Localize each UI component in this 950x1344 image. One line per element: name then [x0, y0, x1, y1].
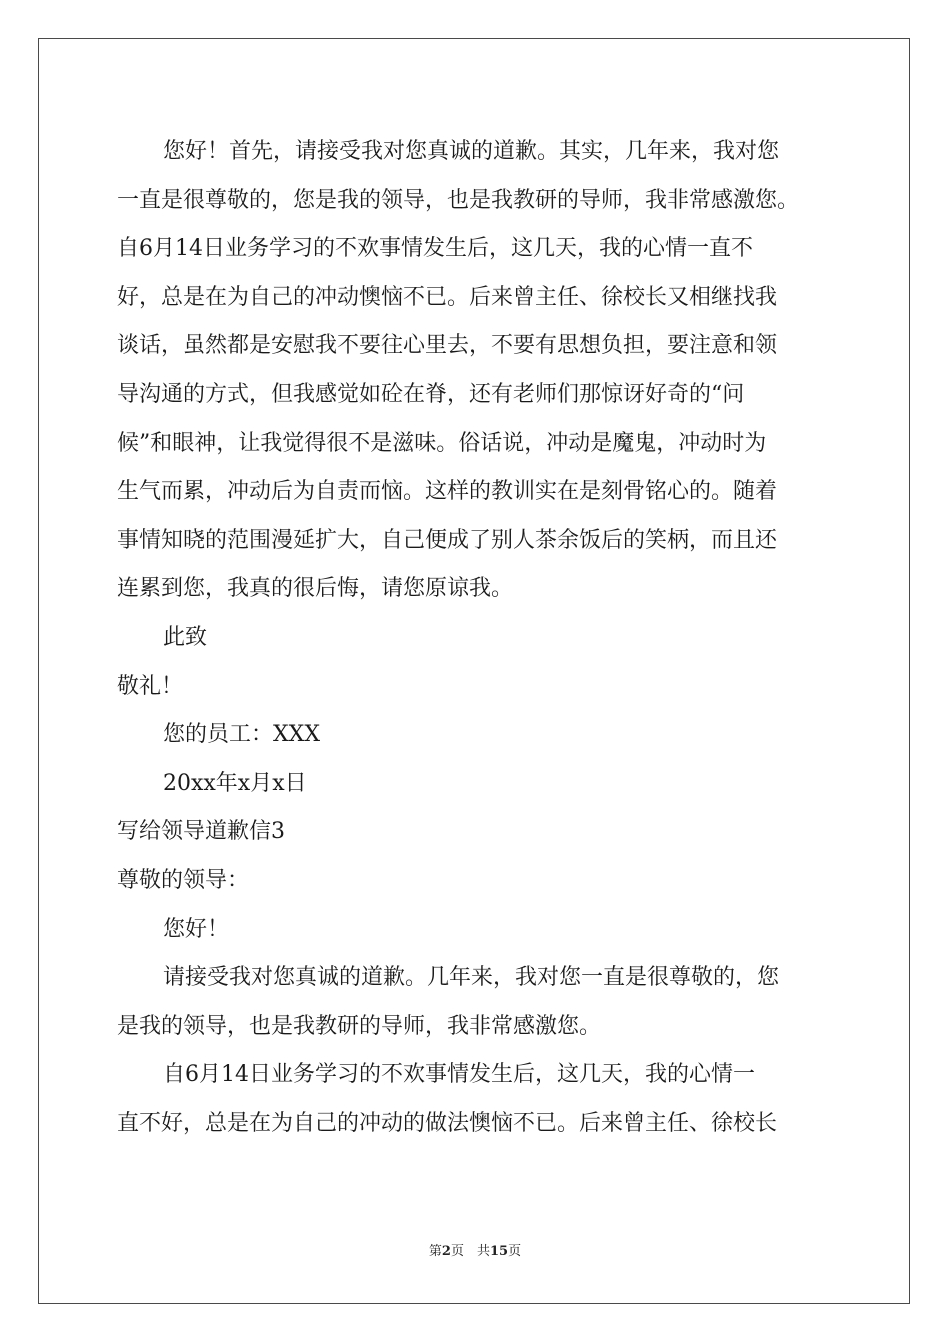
text-line: 导沟通的方式，但我感觉如砼在脊，还有老师们那惊讶好奇的“问: [117, 381, 745, 407]
text-line: 直不好，总是在为自己的冲动的做法懊恼不已。后来曾主任、徐校长: [117, 1110, 778, 1136]
document-body: [117, 128, 837, 1148]
text-line: 自6月14日业务学习的不欢事情发生后，这几天，我的心情一直不: [117, 236, 753, 262]
closing-line: 此致: [163, 624, 208, 650]
current-page-number: 2: [441, 1244, 451, 1259]
text-line: 好，总是在为自己的冲动懊恼不已。后来曾主任、徐校长又相继找我: [117, 284, 778, 310]
greeting-line: 您好！: [163, 916, 230, 942]
text-line: 候”和眼神，让我觉得很不是滋味。俗话说，冲动是魔鬼，冲动时为: [117, 430, 767, 456]
text-line: 您好！首先，请接受我对您真诚的道歉。其实，几年来，我对您: [163, 139, 780, 164]
text-line: 请接受我对您真诚的道歉。几年来，我对您一直是很尊敬的，您: [163, 965, 780, 991]
text-line: 自6月14日业务学习的不欢事情发生后，这几天，我的心情一: [163, 1062, 755, 1088]
text-line: 谈话，虽然都是安慰我不要往心里去，不要有思想负担，要注意和领: [117, 333, 778, 359]
text-line: 生气而累，冲动后为自责而恼。这样的教训实在是刻骨铭心的。随着: [117, 479, 778, 505]
date-line: 20xx年x月x日: [163, 770, 307, 796]
page-footer: [0, 1240, 950, 1259]
greeting-line: 尊敬的领导：: [117, 867, 250, 893]
signature-line: 您的员工：XXX: [163, 722, 320, 748]
text-line: 是我的领导，也是我教研的导师，我非常感激您。: [117, 1013, 602, 1039]
text-line: 连累到您，我真的很后悔，请您原谅我。: [117, 576, 514, 602]
footer-mid: 页 共: [450, 1244, 490, 1259]
footer-suffix: 页: [508, 1244, 522, 1259]
salute-line: 敬礼！: [117, 673, 184, 699]
text-line: 事情知晓的范围漫延扩大，自己便成了别人茶余饭后的笑柄，而且还: [117, 527, 778, 553]
text-line: 一直是很尊敬的，您是我的领导，也是我教研的导师，我非常感激您。: [117, 187, 800, 213]
footer-prefix: 第: [428, 1244, 442, 1259]
section-heading: 写给领导道歉信3: [117, 819, 285, 845]
total-page-count: 15: [489, 1244, 509, 1259]
